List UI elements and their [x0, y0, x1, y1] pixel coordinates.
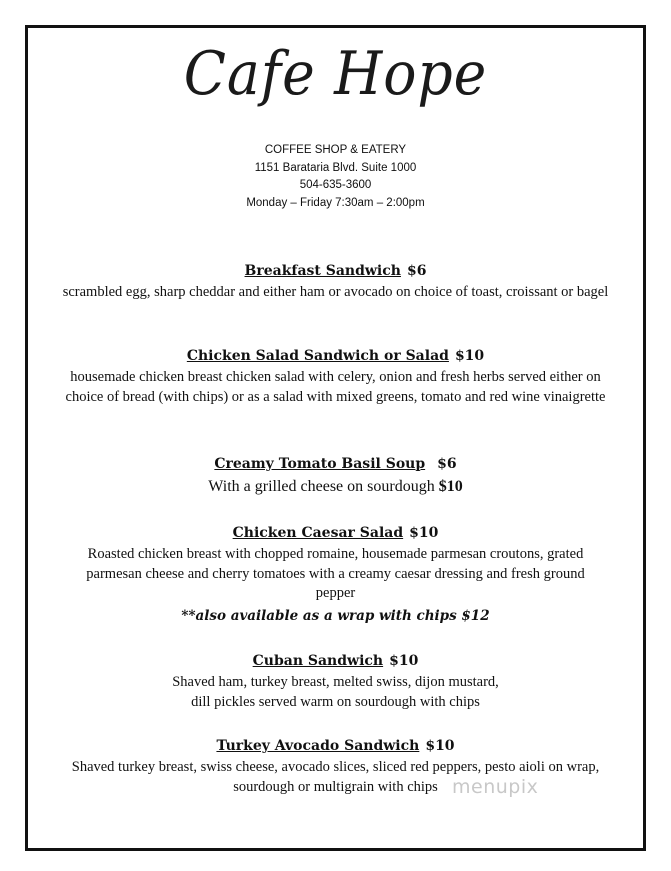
contact-info — [0, 142, 671, 212]
menu-item-cuban-sandwich — [50, 651, 621, 712]
item-price: $10 — [389, 653, 419, 669]
item-title — [50, 454, 621, 474]
menu-item-chicken-salad — [50, 346, 621, 407]
item-description: scrambled egg, sharp cheddar and either ham or avocado on choice of toast, croissant or bagel — [62, 284, 609, 300]
item-name: Chicken Caesar Salad — [232, 525, 404, 541]
item-name: Creamy Tomato Basil Soup — [214, 456, 426, 472]
item-description-line: dill pickles served warm on sourdough with chips — [191, 693, 480, 710]
item-price: $10 — [454, 348, 485, 364]
item-note: **also available as a wrap with chips $12 — [181, 607, 490, 624]
menu-item-chicken-caesar — [50, 523, 621, 626]
item-description-text: With a grilled cheese on sourdough — [208, 478, 435, 495]
hours: Monday – Friday 7:30am – 2:00pm — [246, 196, 425, 209]
item-price: $6 — [406, 263, 427, 279]
item-name: Cuban Sandwich — [252, 653, 384, 669]
item-price: $6 — [437, 456, 457, 472]
menu-item-tomato-soup — [50, 454, 621, 498]
item-description-price: $10 — [438, 478, 463, 495]
item-description: Shaved turkey breast, swiss cheese, avocado slices, sliced red peppers, pesto aioli on wrap, sourdough or multigrain with chips — [71, 759, 600, 795]
item-description-line: Shaved ham, turkey breast, melted swiss, dijon mustard, — [172, 674, 499, 690]
item-title — [50, 346, 621, 366]
item-description: Roasted chicken breast with chopped romaine, housemade parmesan croutons, grated parmesan cheese and cherry tomatoes with a creamy caesar dressing and fresh ground pepper — [86, 546, 585, 601]
cafe-logo: Cafe Hope — [183, 39, 488, 109]
item-title — [50, 523, 621, 543]
menu-item-breakfast-sandwich — [50, 261, 621, 303]
item-price: $10 — [409, 525, 439, 541]
item-name: Breakfast Sandwich — [244, 263, 401, 279]
item-title — [50, 651, 621, 671]
item-name: Turkey Avocado Sandwich — [216, 738, 420, 754]
item-title — [50, 736, 621, 756]
item-name: Chicken Salad Sandwich or Salad — [186, 348, 449, 364]
phone: 504-635-3600 — [299, 179, 372, 191]
item-description: housemade chicken breast chicken salad with celery, onion and fresh herbs served either on choice of bread (with chips) or as a salad with mixed greens, tomato and red wine vinaigrette — [65, 369, 606, 405]
subtitle: COFFEE SHOP & EATERY — [264, 144, 407, 156]
item-title — [50, 261, 621, 281]
menupix-watermark: menupix — [452, 776, 539, 798]
item-price: $10 — [425, 738, 455, 754]
address: 1151 Barataria Blvd. Suite 1000 — [254, 161, 417, 174]
item-description — [50, 476, 621, 498]
item-description — [50, 673, 621, 712]
